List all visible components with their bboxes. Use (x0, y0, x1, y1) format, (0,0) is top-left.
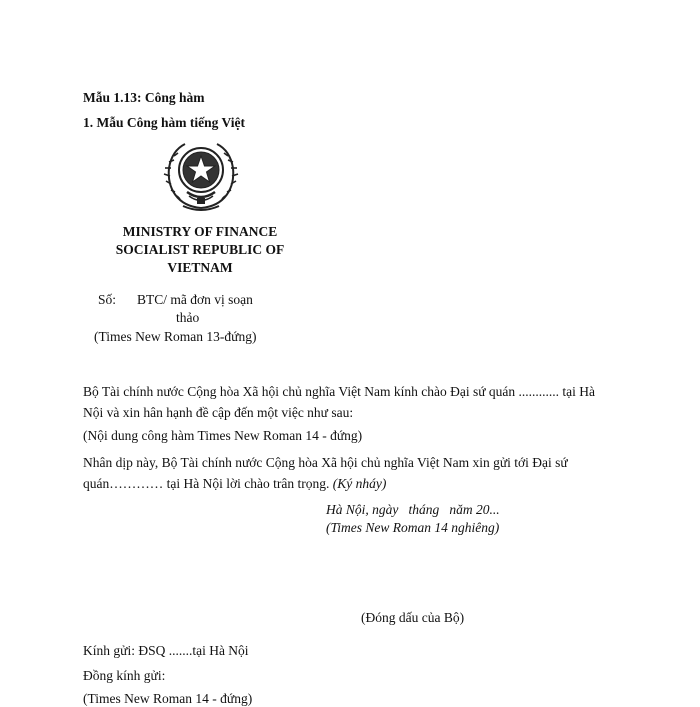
place-date: Hà Nội, ngày tháng năm 20... (326, 502, 500, 517)
form-subheading: 1. Mẫu Công hàm tiếng Việt (83, 115, 245, 130)
agency-name-line2: SOCIALIST REPUBLIC OF (115, 242, 285, 257)
closing-paragraph-text: Nhân dịp này, Bộ Tài chính nước Cộng hòa Xã hội chủ nghĩa Việt Nam xin gửi tới Đại sứ quán………… tại Hà Nội lời chào trân trọng. (83, 455, 568, 491)
intro-paragraph: Bộ Tài chính nước Cộng hòa Xã hội chủ nghĩa Việt Nam kính chào Đại sứ quán ............ tại Hà Nội và xin hân hạnh đề cập đến một việc như sau: (83, 384, 595, 420)
agency-name-line1: MINISTRY OF FINANCE (122, 224, 278, 239)
initial-sign-note: (Ký nháy) (332, 476, 387, 491)
cc-line: Đồng kính gửi: (83, 668, 166, 683)
agency-name-line3: VIETNAM (167, 260, 233, 275)
document-number-value: BTC/ mã đơn vị soạn (137, 292, 253, 307)
form-heading: Mẫu 1.13: Công hàm (83, 90, 205, 105)
national-emblem-icon (163, 138, 239, 214)
stamp-note: (Đóng dấu của Bộ) (361, 610, 465, 625)
footer-font-note: (Times New Roman 14 - đứng) (83, 691, 253, 706)
date-font-note: (Times New Roman 14 nghiêng) (326, 520, 500, 535)
recipient-line: Kính gửi: ĐSQ .......tại Hà Nội (83, 643, 249, 658)
document-number-label: Số: (98, 292, 117, 307)
closing-paragraph (83, 452, 613, 494)
document-number-value-cont: thảo (176, 310, 200, 325)
number-font-note: (Times New Roman 13-đứng) (94, 329, 257, 344)
content-font-note: (Nội dung công hàm Times New Roman 14 - đứng) (83, 428, 363, 443)
